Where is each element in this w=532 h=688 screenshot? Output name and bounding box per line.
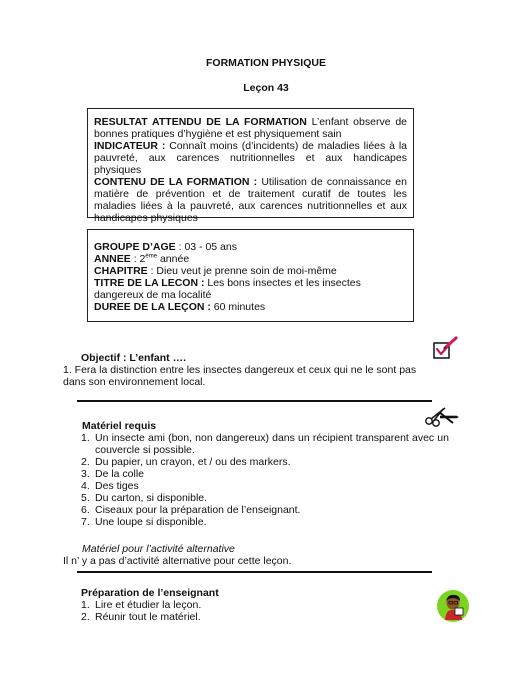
alternative-text: Il n’ y a pas d’activité alternative pour cette leçon. [63, 555, 292, 567]
lesson-number: Leçon 43 [243, 82, 289, 94]
chapitre-value: : Dieu veut je prenne soin de moi-même [150, 265, 337, 277]
objectives-box [87, 108, 414, 224]
list-item: 1. Lire et étudier la leçon. [81, 599, 202, 611]
groupe-row [94, 241, 394, 253]
list-item: 5. Du carton, si disponible. [81, 492, 208, 504]
lesson-info-box [87, 229, 414, 322]
annee-value-pre: : 2 [133, 253, 146, 265]
titre-label: TITRE DE LA LECON : [94, 277, 205, 289]
checkbox-check-icon [433, 336, 459, 360]
page-title: FORMATION PHYSIQUE [206, 57, 326, 69]
annee-label: ANNEE [94, 253, 131, 265]
objectif-heading: Objectif : L’enfant …. [81, 352, 187, 364]
duree-value: 60 minutes [213, 301, 266, 313]
teacher-avatar-icon [436, 589, 470, 623]
objectives-text [94, 116, 407, 224]
contenu-text: Utilisation de connaissance en matière de prévention et de traitement curatif de toutes les maladies liées à la pauvreté, aux carences nutritionnelles et aux handicapes physiques [94, 176, 407, 224]
preparation-heading: Préparation de l’enseignant [81, 587, 219, 599]
section-divider [77, 400, 432, 402]
list-item: 2. Réunir tout le matériel. [81, 611, 201, 623]
lesson-info [94, 241, 394, 313]
chapitre-label: CHAPITRE [94, 265, 148, 277]
resultat-text: L’enfant observe de bonnes pratiques d’hygiène et est physiquement sain [94, 116, 408, 140]
resultat-label: RESULTAT ATTENDU DE LA FORMATION [94, 116, 307, 128]
groupe-value: : 03 - 05 ans [178, 241, 237, 253]
duree-label: DUREE DE LA LEÇON : [94, 301, 211, 313]
list-item: 2. Du papier, un crayon, et / ou des markers. [81, 456, 291, 468]
list-item: 3. De la colle [81, 468, 145, 480]
annee-value-post: année [157, 253, 190, 265]
titre-value: Les bons insectes et les insectes dangereux de ma localité [94, 277, 361, 301]
titre-row [94, 277, 394, 301]
section-divider [77, 571, 432, 573]
chapitre-row [94, 265, 394, 277]
materiel-list [81, 432, 449, 528]
duree-row [94, 301, 394, 313]
objectif-item: 1. Fera la distinction entre les insectes dangereux et ceux qui ne le sont pas dans son environnement local. [63, 364, 417, 388]
preparation-list [81, 599, 381, 623]
contenu-label: CONTENU DE LA FORMATION : [94, 176, 258, 188]
indicateur-text: Connaît moins (d’incidents) de maladies liées à la pauvreté, aux carences nutritionnelles et aux handicapes physiques [94, 140, 407, 176]
list-item: 6. Ciseaux pour la préparation de l’enseignant. [81, 504, 301, 516]
list-item: 7. Une loupe si disponible. [81, 516, 207, 528]
list-item: 4. Des tiges [81, 480, 139, 492]
alternative-heading: Matériel pour l’activité alternative [82, 543, 235, 555]
annee-row [94, 253, 394, 265]
groupe-label: GROUPE D’AGE [94, 241, 176, 253]
indicateur-label: INDICATEUR : [94, 140, 166, 152]
materiel-heading: Matériel requis [82, 420, 157, 432]
list-item: 1. Un insecte ami (bon, non dangereux) dans un récipient transparent avec un couvercle si possible. [81, 432, 449, 456]
annee-sup: ème [145, 253, 158, 260]
scissors-pencil-icon [423, 405, 459, 427]
